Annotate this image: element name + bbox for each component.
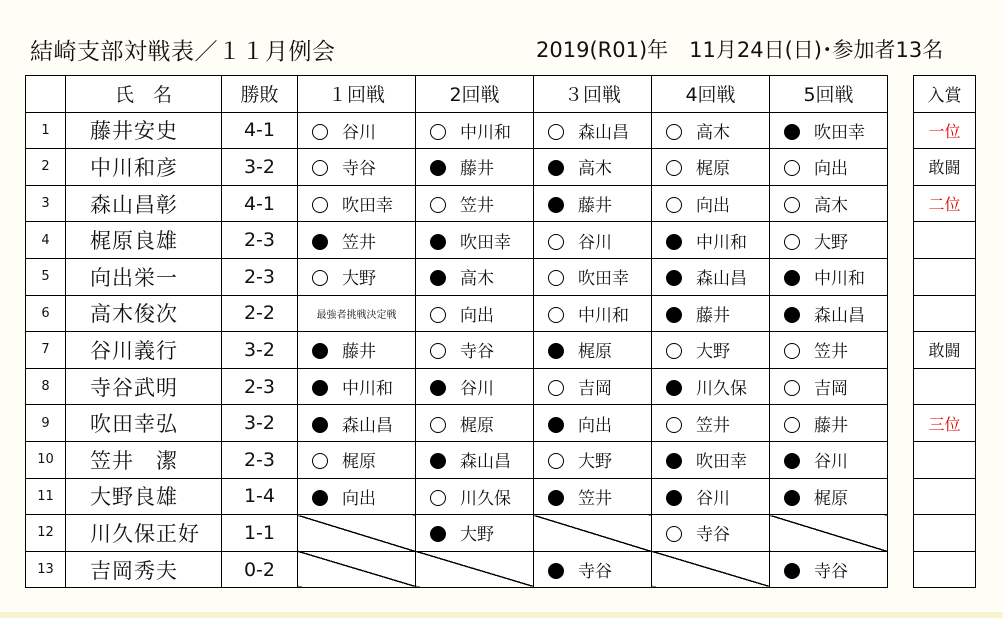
player-row <box>26 441 888 478</box>
round-result-cell <box>298 332 416 369</box>
loss-circle-icon <box>312 417 328 433</box>
opponent-name: 川久保 <box>696 379 747 400</box>
round-note: 最強者挑戦決定戦 <box>316 309 397 321</box>
opponent-name: 藤井 <box>696 305 730 326</box>
player-row <box>26 405 888 442</box>
opponent-name: 梶原 <box>578 342 612 363</box>
event-date-participants: 2019(R01)年 11月24日(日)･参加者13名 <box>536 38 944 62</box>
round-result-cell <box>652 295 770 332</box>
win-loss-record: 4-1 <box>222 185 298 222</box>
loss-circle-icon <box>666 234 682 250</box>
player-row <box>26 112 888 149</box>
player-row <box>26 478 888 515</box>
round-result-cell <box>770 368 888 405</box>
award-label <box>914 441 976 478</box>
award-row <box>914 478 976 515</box>
player-name: 梶原良雄 <box>66 222 222 259</box>
win-circle-icon <box>548 124 564 140</box>
opponent-name: 中川和 <box>696 232 747 253</box>
win-circle-icon <box>666 124 682 140</box>
win-loss-record: 3-2 <box>222 149 298 186</box>
opponent-name: 谷川 <box>578 232 612 253</box>
round-result-cell <box>534 441 652 478</box>
win-circle-icon <box>430 417 446 433</box>
win-circle-icon <box>312 453 328 469</box>
round-result-cell <box>770 332 888 369</box>
round-result-cell <box>770 551 888 588</box>
opponent-name: 大野 <box>578 452 612 473</box>
win-loss-record: 2-3 <box>222 222 298 259</box>
player-number: 10 <box>26 441 66 478</box>
round-result-cell <box>770 222 888 259</box>
opponent-name: 梶原 <box>342 452 376 473</box>
round-result-cell <box>534 112 652 149</box>
award-label <box>914 258 976 295</box>
round-result-cell <box>298 441 416 478</box>
round-result-cell <box>652 258 770 295</box>
win-circle-icon <box>784 417 800 433</box>
opponent-name: 吹田幸 <box>814 122 865 143</box>
round-result-cell <box>298 368 416 405</box>
round-result-cell <box>298 258 416 295</box>
player-number: 13 <box>26 551 66 588</box>
loss-circle-icon <box>666 307 682 323</box>
opponent-name: 谷川 <box>342 122 376 143</box>
win-circle-icon <box>784 197 800 213</box>
loss-circle-icon <box>548 490 564 506</box>
award-row <box>914 149 976 186</box>
win-circle-icon <box>312 160 328 176</box>
opponent-name: 向出 <box>460 305 494 326</box>
round-result-cell <box>298 405 416 442</box>
win-circle-icon <box>784 380 800 396</box>
award-label <box>914 222 976 259</box>
player-row <box>26 185 888 222</box>
win-loss-record: 1-1 <box>222 515 298 552</box>
round-result-cell <box>770 478 888 515</box>
round-result-cell <box>416 222 534 259</box>
player-name: 吹田幸弘 <box>66 405 222 442</box>
header-round-4: 4回戦 <box>652 76 770 113</box>
opponent-name: 森山昌 <box>578 122 629 143</box>
round-result-cell <box>652 405 770 442</box>
opponent-name: 寺谷 <box>460 342 494 363</box>
player-number: 5 <box>26 258 66 295</box>
award-row <box>914 332 976 369</box>
round-result-cell <box>416 295 534 332</box>
header-row <box>26 76 888 113</box>
win-circle-icon <box>666 343 682 359</box>
loss-circle-icon <box>430 234 446 250</box>
win-circle-icon <box>312 124 328 140</box>
opponent-name: 向出 <box>578 415 612 436</box>
opponent-name: 吉岡 <box>578 379 612 400</box>
opponent-name: 大野 <box>342 269 376 290</box>
player-number: 4 <box>26 222 66 259</box>
opponent-name: 森山昌 <box>814 305 865 326</box>
opponent-name: 藤井 <box>460 159 494 180</box>
win-circle-icon <box>548 380 564 396</box>
round-result-cell <box>652 332 770 369</box>
player-number: 2 <box>26 149 66 186</box>
round-result-cell <box>534 405 652 442</box>
round-result-cell <box>416 441 534 478</box>
opponent-name: 梶原 <box>460 415 494 436</box>
loss-circle-icon <box>548 343 564 359</box>
opponent-name: 大野 <box>814 232 848 253</box>
player-number: 12 <box>26 515 66 552</box>
round-result-cell <box>298 222 416 259</box>
no-game-cell <box>652 551 770 588</box>
no-game-cell <box>534 515 652 552</box>
opponent-name: 谷川 <box>814 452 848 473</box>
header-name: 氏 名 <box>66 76 222 113</box>
player-name: 森山昌彰 <box>66 185 222 222</box>
opponent-name: 寺谷 <box>342 159 376 180</box>
round-result-cell <box>652 112 770 149</box>
award-label: 敢闘 <box>914 149 976 186</box>
round-result-cell <box>416 185 534 222</box>
loss-circle-icon <box>666 270 682 286</box>
win-loss-record: 0-2 <box>222 551 298 588</box>
player-row <box>26 222 888 259</box>
round-result-cell <box>770 258 888 295</box>
header-round-1: １回戦 <box>298 76 416 113</box>
player-row <box>26 295 888 332</box>
round-result-cell <box>770 441 888 478</box>
opponent-name: 向出 <box>696 196 730 217</box>
opponent-name: 高木 <box>460 269 494 290</box>
round-result-cell <box>298 185 416 222</box>
player-name: 寺谷武明 <box>66 368 222 405</box>
opponent-name: 中川和 <box>460 122 511 143</box>
opponent-name: 吹田幸 <box>696 452 747 473</box>
opponent-name: 谷川 <box>696 488 730 509</box>
player-number: 3 <box>26 185 66 222</box>
opponent-name: 吹田幸 <box>578 269 629 290</box>
opponent-name: 寺谷 <box>814 562 848 583</box>
player-row <box>26 368 888 405</box>
round-result-cell <box>298 478 416 515</box>
award-row <box>914 368 976 405</box>
round-result-cell <box>534 258 652 295</box>
round-result-cell <box>416 515 534 552</box>
win-loss-record: 3-2 <box>222 405 298 442</box>
round-result-cell <box>416 258 534 295</box>
round-result-cell <box>416 332 534 369</box>
round-result-cell <box>534 149 652 186</box>
round-result-cell <box>416 405 534 442</box>
results-table <box>25 75 888 588</box>
player-number: 6 <box>26 295 66 332</box>
win-loss-record: 2-2 <box>222 295 298 332</box>
player-name: 谷川義行 <box>66 332 222 369</box>
player-name: 中川和彦 <box>66 149 222 186</box>
loss-circle-icon <box>666 380 682 396</box>
award-table <box>913 75 976 588</box>
player-number: 9 <box>26 405 66 442</box>
win-circle-icon <box>666 526 682 542</box>
win-loss-record: 4-1 <box>222 112 298 149</box>
loss-circle-icon <box>430 270 446 286</box>
round-result-cell <box>298 149 416 186</box>
award-label: 三位 <box>914 405 976 442</box>
win-loss-record: 3-2 <box>222 332 298 369</box>
win-circle-icon <box>430 307 446 323</box>
award-label <box>914 551 976 588</box>
header-no <box>26 76 66 113</box>
opponent-name: 谷川 <box>460 379 494 400</box>
round-result-cell <box>416 478 534 515</box>
award-row <box>914 441 976 478</box>
win-loss-record: 2-3 <box>222 441 298 478</box>
win-circle-icon <box>548 453 564 469</box>
opponent-name: 森山昌 <box>460 452 511 473</box>
award-row <box>914 258 976 295</box>
opponent-name: 寺谷 <box>696 525 730 546</box>
player-row <box>26 515 888 552</box>
round-result-cell <box>652 478 770 515</box>
player-name: 高木俊次 <box>66 295 222 332</box>
player-name: 吉岡秀夫 <box>66 551 222 588</box>
award-row <box>914 112 976 149</box>
round-result-cell <box>416 368 534 405</box>
player-number: 11 <box>26 478 66 515</box>
award-row <box>914 515 976 552</box>
loss-circle-icon <box>548 417 564 433</box>
loss-circle-icon <box>430 380 446 396</box>
round-result-cell <box>770 295 888 332</box>
win-loss-record: 2-3 <box>222 258 298 295</box>
award-label <box>914 515 976 552</box>
opponent-name: 森山昌 <box>696 269 747 290</box>
loss-circle-icon <box>784 490 800 506</box>
win-circle-icon <box>784 234 800 250</box>
round-result-cell <box>770 185 888 222</box>
no-game-cell <box>298 551 416 588</box>
opponent-name: 森山昌 <box>342 415 393 436</box>
opponent-name: 梶原 <box>814 488 848 509</box>
header-award: 入賞 <box>914 76 976 113</box>
opponent-name: 吹田幸 <box>460 232 511 253</box>
loss-circle-icon <box>430 526 446 542</box>
opponent-name: 笠井 <box>460 196 494 217</box>
round-result-cell <box>534 185 652 222</box>
header-record: 勝敗 <box>222 76 298 113</box>
award-label: 一位 <box>914 112 976 149</box>
round-result-cell <box>416 149 534 186</box>
award-label <box>914 368 976 405</box>
round-result-cell <box>534 478 652 515</box>
opponent-name: 中川和 <box>578 305 629 326</box>
opponent-name: 吉岡 <box>814 379 848 400</box>
player-name: 向出栄一 <box>66 258 222 295</box>
win-circle-icon <box>784 343 800 359</box>
loss-circle-icon <box>784 307 800 323</box>
player-name: 大野良雄 <box>66 478 222 515</box>
opponent-name: 高木 <box>578 159 612 180</box>
round-result-cell <box>652 222 770 259</box>
opponent-name: 中川和 <box>814 269 865 290</box>
win-circle-icon <box>430 197 446 213</box>
player-row <box>26 332 888 369</box>
no-game-cell <box>298 515 416 552</box>
opponent-name: 中川和 <box>342 379 393 400</box>
no-game-cell <box>770 515 888 552</box>
win-circle-icon <box>430 343 446 359</box>
loss-circle-icon <box>312 343 328 359</box>
header-round-3: ３回戦 <box>534 76 652 113</box>
award-row <box>914 222 976 259</box>
round-result-cell <box>770 112 888 149</box>
win-circle-icon <box>666 197 682 213</box>
player-name: 笠井 潔 <box>66 441 222 478</box>
loss-circle-icon <box>548 197 564 213</box>
win-circle-icon <box>548 307 564 323</box>
loss-circle-icon <box>666 490 682 506</box>
opponent-name: 高木 <box>696 122 730 143</box>
opponent-name: 吹田幸 <box>342 196 393 217</box>
win-circle-icon <box>312 270 328 286</box>
loss-circle-icon <box>312 490 328 506</box>
win-circle-icon <box>548 234 564 250</box>
opponent-name: 笠井 <box>578 488 612 509</box>
opponent-name: 笠井 <box>342 232 376 253</box>
header-round-2: 2回戦 <box>416 76 534 113</box>
win-loss-record: 1-4 <box>222 478 298 515</box>
win-circle-icon <box>430 124 446 140</box>
opponent-name: 川久保 <box>460 488 511 509</box>
player-row <box>26 551 888 588</box>
round-result-cell <box>534 295 652 332</box>
loss-circle-icon <box>312 380 328 396</box>
loss-circle-icon <box>548 563 564 579</box>
player-name: 藤井安史 <box>66 112 222 149</box>
player-name: 川久保正好 <box>66 515 222 552</box>
win-loss-record: 2-3 <box>222 368 298 405</box>
round-result-cell <box>534 332 652 369</box>
no-game-cell <box>416 551 534 588</box>
round-result-cell <box>534 551 652 588</box>
round-result-cell <box>298 112 416 149</box>
win-circle-icon <box>666 417 682 433</box>
opponent-name: 大野 <box>696 342 730 363</box>
opponent-name: 向出 <box>814 159 848 180</box>
opponent-name: 笠井 <box>814 342 848 363</box>
loss-circle-icon <box>784 124 800 140</box>
loss-circle-icon <box>784 453 800 469</box>
loss-circle-icon <box>430 453 446 469</box>
award-row <box>914 551 976 588</box>
player-number: 8 <box>26 368 66 405</box>
opponent-name: 笠井 <box>696 415 730 436</box>
award-label: 二位 <box>914 185 976 222</box>
loss-circle-icon <box>784 563 800 579</box>
opponent-name: 寺谷 <box>578 562 612 583</box>
player-number: 1 <box>26 112 66 149</box>
round-result-cell <box>416 112 534 149</box>
loss-circle-icon <box>784 270 800 286</box>
award-row <box>914 405 976 442</box>
round-result-cell <box>534 222 652 259</box>
round-result-cell <box>770 405 888 442</box>
round-result-cell <box>652 368 770 405</box>
win-circle-icon <box>548 270 564 286</box>
award-header-row <box>914 76 976 113</box>
round-result-cell <box>652 515 770 552</box>
header-round-5: 5回戦 <box>770 76 888 113</box>
award-label <box>914 478 976 515</box>
loss-circle-icon <box>666 453 682 469</box>
opponent-name: 藤井 <box>814 415 848 436</box>
win-circle-icon <box>784 160 800 176</box>
page-bottom-band <box>0 612 1003 618</box>
win-circle-icon <box>312 197 328 213</box>
loss-circle-icon <box>312 234 328 250</box>
opponent-name: 藤井 <box>342 342 376 363</box>
round-result-cell <box>770 149 888 186</box>
round-result-cell <box>534 368 652 405</box>
award-row <box>914 185 976 222</box>
page-title: 結崎支部対戦表／１１月例会 <box>30 39 336 65</box>
player-row <box>26 258 888 295</box>
round-note-cell <box>298 295 416 332</box>
award-row <box>914 295 976 332</box>
opponent-name: 高木 <box>814 196 848 217</box>
round-result-cell <box>652 149 770 186</box>
round-result-cell <box>652 441 770 478</box>
player-row <box>26 149 888 186</box>
win-circle-icon <box>430 490 446 506</box>
opponent-name: 大野 <box>460 525 494 546</box>
win-circle-icon <box>666 160 682 176</box>
round-result-cell <box>652 185 770 222</box>
award-label: 敢闘 <box>914 332 976 369</box>
player-number: 7 <box>26 332 66 369</box>
opponent-name: 梶原 <box>696 159 730 180</box>
loss-circle-icon <box>430 160 446 176</box>
award-label <box>914 295 976 332</box>
loss-circle-icon <box>548 160 564 176</box>
opponent-name: 藤井 <box>578 196 612 217</box>
opponent-name: 向出 <box>342 488 376 509</box>
